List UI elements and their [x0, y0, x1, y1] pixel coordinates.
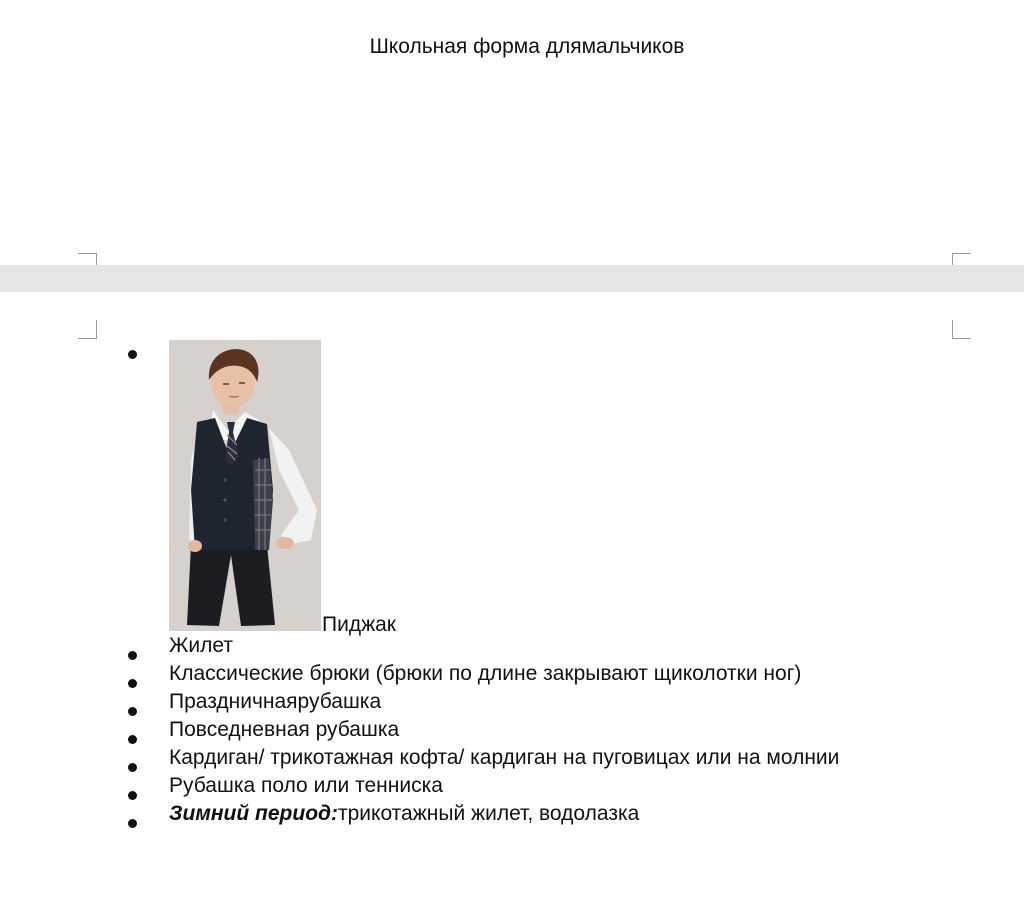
list-item-blazer: Пиджак — [322, 613, 396, 636]
bullet-icon — [128, 791, 137, 800]
page-margin-marker — [952, 320, 971, 339]
winter-period-items: трикотажный жилет, водолазка — [338, 802, 640, 825]
list-item-formal-shirt: Праздничнаярубашка — [169, 690, 382, 713]
list-item-cardigan: Кардиган/ трикотажная кофта/ кардиган на пуговицах или на молнии — [169, 746, 840, 769]
document-title: Школьная форма длямальчиков — [369, 35, 685, 58]
bullet-icon — [128, 763, 137, 772]
page-margin-marker — [78, 320, 97, 339]
bullet-icon — [128, 651, 137, 660]
winter-period-label: Зимний период: — [169, 802, 338, 825]
list-item-vest: Жилет — [169, 634, 233, 657]
list-item-polo: Рубашка поло или тенниска — [169, 774, 443, 797]
bullet-icon — [128, 735, 137, 744]
bullet-icon — [128, 819, 137, 828]
list-item-winter — [169, 801, 639, 827]
page-1 — [0, 0, 1024, 265]
bullet-icon — [128, 679, 137, 688]
boy-in-uniform-image — [169, 340, 321, 631]
page-separator — [0, 265, 1024, 292]
list-item-trousers: Классические брюки (брюки по длине закрывают щиколотки ног) — [169, 662, 802, 685]
uniform-photo — [169, 340, 321, 631]
list-item-casual-shirt: Повседневная рубашка — [169, 718, 400, 741]
bullet-icon — [128, 350, 137, 359]
bullet-icon — [128, 707, 137, 716]
